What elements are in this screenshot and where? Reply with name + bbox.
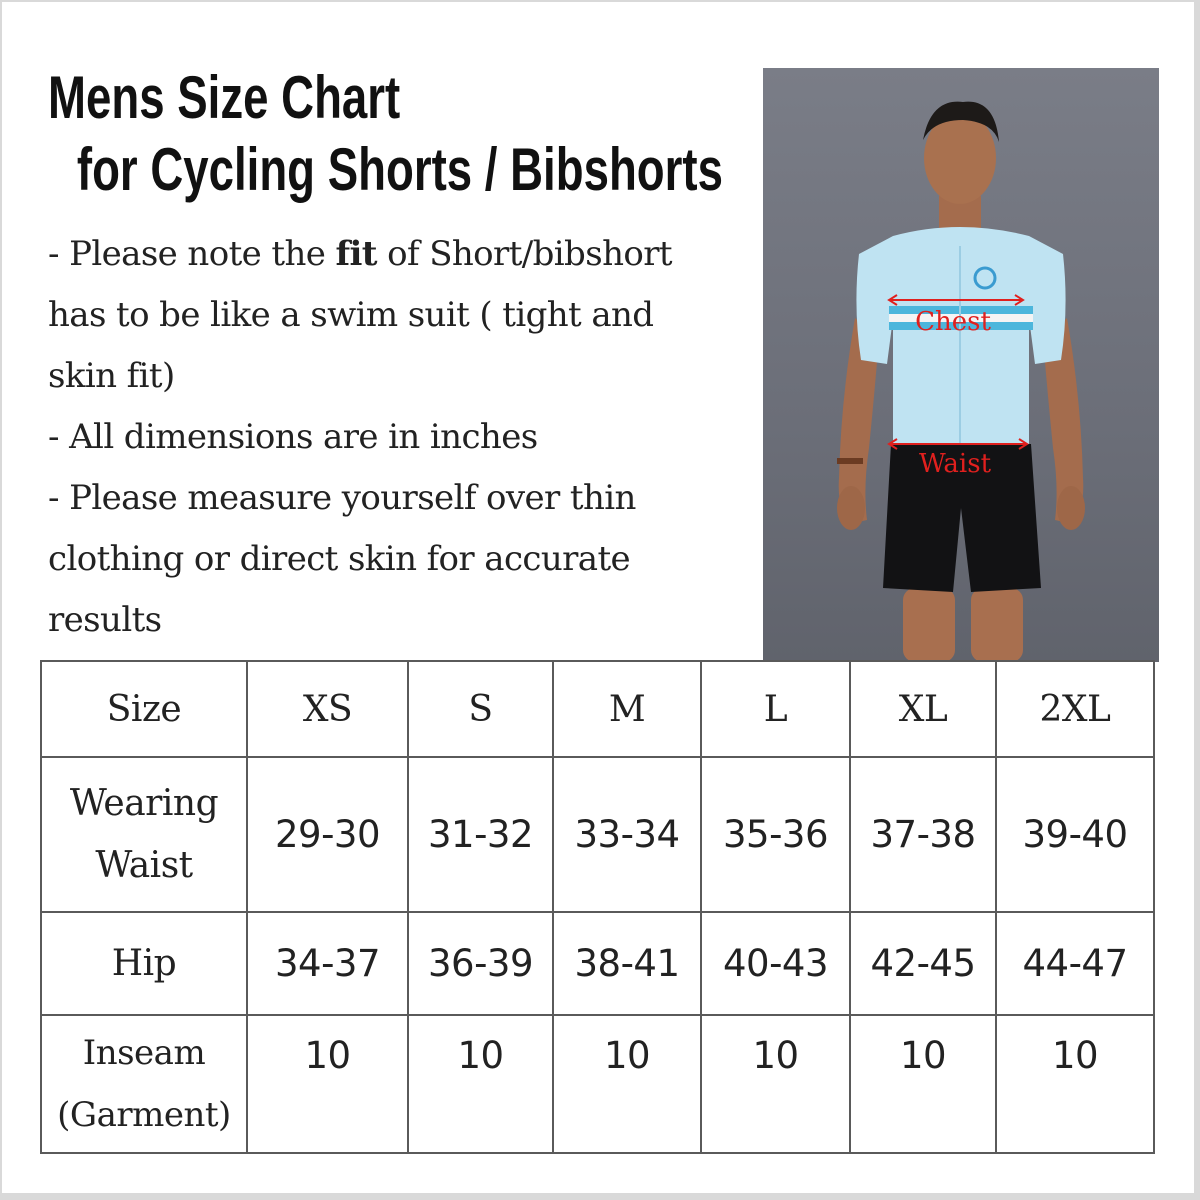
left-hand	[837, 486, 865, 530]
note-line	[48, 224, 738, 285]
table-cell: 35-36	[701, 757, 850, 912]
fit-notes	[48, 224, 738, 651]
table-cell: 10	[247, 1015, 408, 1153]
table-cell: 31-32	[408, 757, 553, 912]
model-illustration	[763, 68, 1159, 662]
table-cell: 10	[701, 1015, 850, 1153]
row-label: Hip	[41, 912, 247, 1015]
title-line-1: Mens Size Chart	[48, 64, 401, 131]
page-title	[48, 62, 723, 206]
table-cell: 10	[996, 1015, 1154, 1153]
row-label-line: Inseam	[82, 1033, 206, 1073]
table-header-row	[41, 661, 1154, 757]
table-cell: 33-34	[553, 757, 701, 912]
table-cell: 38-41	[553, 912, 701, 1015]
note-text: - Please note the	[48, 234, 336, 274]
header-cell: Size	[41, 661, 247, 757]
table-cell: 42-45	[850, 912, 996, 1015]
note-text: of Short/bibshort	[376, 234, 672, 274]
header-cell: XS	[247, 661, 408, 757]
table-cell: 40-43	[701, 912, 850, 1015]
table-cell: 10	[553, 1015, 701, 1153]
header-cell: S	[408, 661, 553, 757]
model-photo	[763, 68, 1159, 662]
row-label-line: (Garment)	[57, 1095, 231, 1135]
note-line: results	[48, 600, 162, 640]
title-line-2: for Cycling Shorts / Bibshorts	[76, 136, 723, 203]
row-label-line: Waist	[95, 844, 193, 886]
note-line: has to be like a swim suit ( tight and	[48, 295, 654, 335]
table-cell: 10	[850, 1015, 996, 1153]
table-row	[41, 757, 1154, 912]
row-label-line: Wearing	[69, 782, 219, 824]
table-row	[41, 1015, 1154, 1153]
note-emphasis-fit: fit	[335, 234, 377, 274]
header-cell: 2XL	[996, 661, 1154, 757]
right-leg	[971, 588, 1023, 662]
right-hand	[1057, 486, 1085, 530]
table-cell: 34-37	[247, 912, 408, 1015]
table-row	[41, 912, 1154, 1015]
note-line: skin fit)	[48, 356, 175, 396]
table-cell: 10	[408, 1015, 553, 1153]
table-cell: 39-40	[996, 757, 1154, 912]
header-cell: XL	[850, 661, 996, 757]
note-line: - All dimensions are in inches	[48, 417, 538, 457]
table-cell: 36-39	[408, 912, 553, 1015]
header-cell: L	[701, 661, 850, 757]
row-label	[41, 757, 247, 912]
table-cell: 37-38	[850, 757, 996, 912]
waist-label: Waist	[918, 449, 992, 479]
bracelet	[837, 458, 863, 464]
note-line: clothing or direct skin for accurate	[48, 539, 631, 579]
size-table	[40, 660, 1155, 1154]
note-line: - Please measure yourself over thin	[48, 478, 636, 518]
row-label	[41, 1015, 247, 1153]
table-cell: 29-30	[247, 757, 408, 912]
left-leg	[903, 588, 955, 662]
header-cell: M	[553, 661, 701, 757]
table-cell: 44-47	[996, 912, 1154, 1015]
chest-label: Chest	[915, 307, 991, 337]
